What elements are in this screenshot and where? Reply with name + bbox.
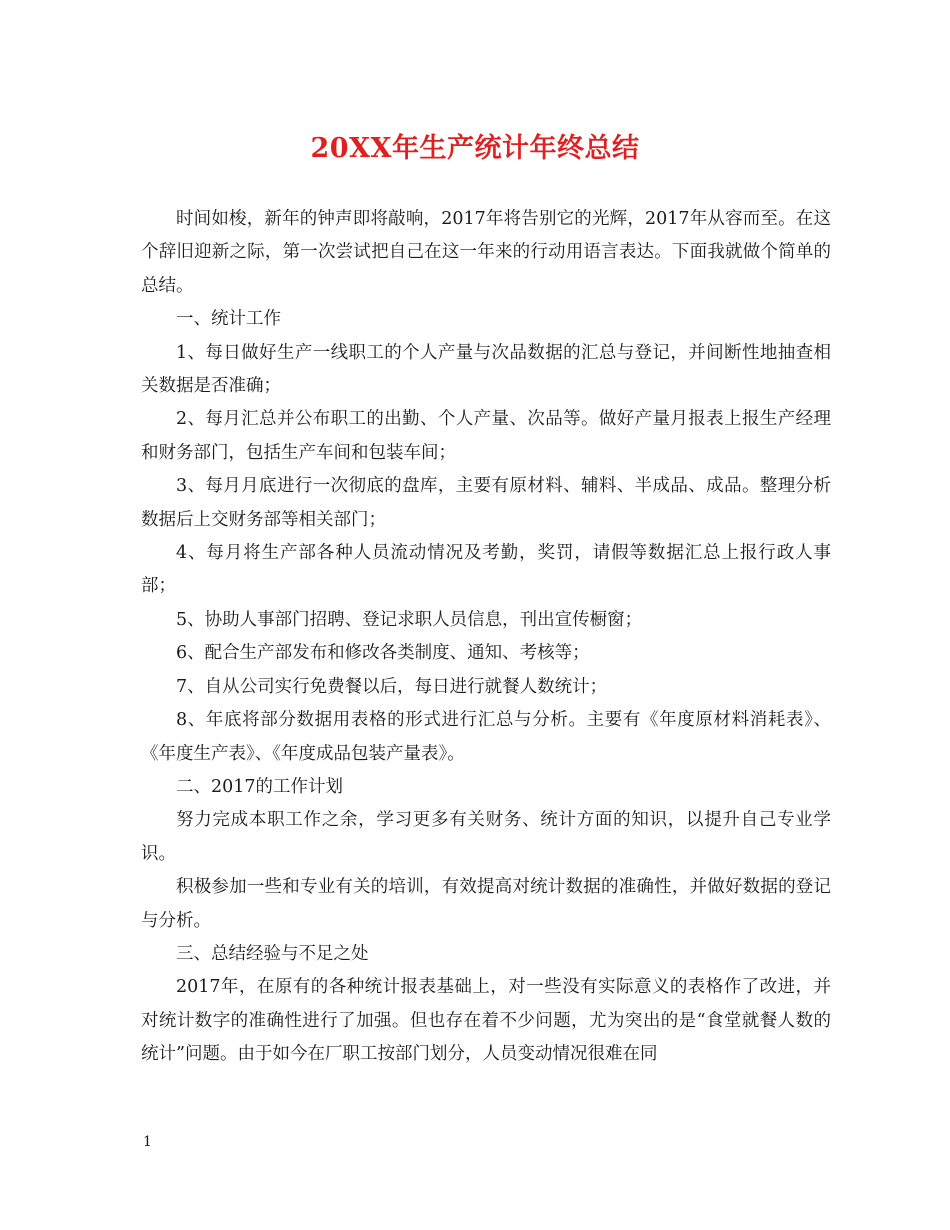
section-heading-work-plan: 二、2017的工作计划 [176, 776, 344, 797]
paragraph-plan-study: 努力完成本职工作之余，学习更多有关财务、统计方面的知识，以提升自己专业学识。 [141, 810, 831, 864]
list-item: 1、每日做好生产一线职工的个人产量与次品数据的汇总与登记，并间断性地抽查相关数据是否准确； [141, 342, 831, 397]
list-item: 7、自从公司实行免费餐以后，每日进行就餐人数统计； [176, 676, 608, 697]
section-heading-statistics-work: 一、统计工作 [176, 309, 281, 330]
list-item: 2、每月汇总并公布职工的出勤、个人产量、次品等。做好产量月报表上报生产经理和财务部门，包括生产车间和包装车间； [141, 409, 831, 463]
document-title: 20XX年生产统计年终总结 [310, 133, 640, 164]
list-item: 3、每月月底进行一次彻底的盘库，主要有原材料、辅料、半成品、成品。整理分析数据后上交财务部等相关部门； [141, 476, 831, 530]
list-item: 6、配合生产部发布和修改各类制度、通知、考核等； [176, 643, 590, 664]
list-item: 8、年底将部分数据用表格的形式进行汇总与分析。主要有《年度原材料消耗表》、《年度生产表》、《年度成品包装产量表》。 [141, 710, 831, 764]
section-heading-experience: 三、总结经验与不足之处 [176, 943, 369, 964]
list-item: 5、协助人事部门招聘、登记求职人员信息，刊出宣传橱窗； [176, 609, 643, 630]
paragraph-plan-training: 积极参加一些和专业有关的培训，有效提高对统计数据的准确性，并做好数据的登记与分析。 [141, 877, 831, 931]
paragraph-experience: 2017年，在原有的各种统计报表基础上，对一些没有实际意义的表格作了改进，并对统计数字的准确性进行了加强。但也存在着不少问题，尤为突出的是“食堂就餐人数的统计”问题。由于如今在厂职工按部门划分，人员变动情况很难在同 [141, 977, 831, 1065]
page-number: 1 [143, 1134, 152, 1150]
paragraph-intro: 时间如梭，新年的钟声即将敲响，2017年将告别它的光辉，2017年从容而至。在这个辞旧迎新之际，第一次尝试把自己在这一年来的行动用语言表达。下面我就做个简单的总结。 [141, 209, 831, 296]
list-item: 4、每月将生产部各种人员流动情况及考勤，奖罚，请假等数据汇总上报行政人事部； [141, 543, 831, 597]
document-body [141, 203, 831, 1072]
